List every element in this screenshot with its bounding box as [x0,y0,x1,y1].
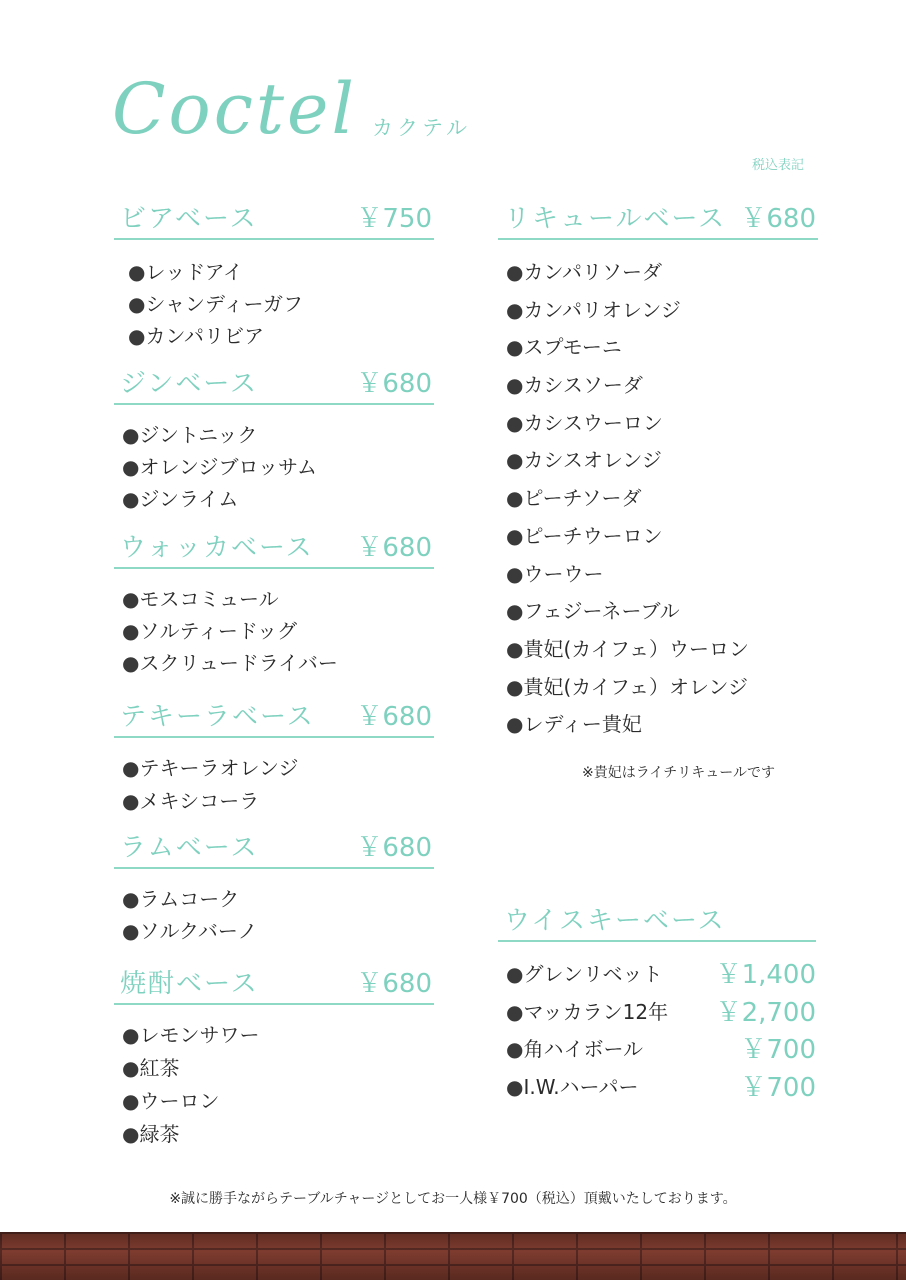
bullet: ● [506,1037,524,1061]
bullet: ● [122,651,140,675]
menu-item-name: シャンディーガフ [145,292,304,316]
section-header [114,821,434,869]
section-header [498,894,816,942]
menu-item-name: ウーロン [139,1089,220,1113]
brick-wall-shade [0,1232,906,1280]
menu-item-name: ピーチウーロン [523,523,663,548]
menu-item [122,615,434,647]
section-price: ￥680 [356,369,432,399]
menu-item [506,256,818,294]
section-name: ジンベース [120,369,259,399]
menu-item [122,752,434,785]
bullet: ● [122,1122,140,1146]
menu-item-name: スクリュードライバー [139,651,338,675]
table-charge-note: ※誠に勝手ながらテーブルチャージとしてお一人様￥700（税込）頂戴いたしております。 [169,1191,737,1207]
menu-item-name: スプモーニ [523,335,622,360]
menu-item-name: カシスオレンジ [523,448,662,473]
bullet: ● [128,292,146,316]
section-price: ￥680 [356,533,432,563]
menu-item [122,883,434,915]
menu-item [506,671,818,709]
menu-item-name: 緑茶 [139,1122,180,1146]
menu-item-name: ウーウー [523,561,604,586]
menu-item-name: カンパリソーダ [523,260,663,284]
bullet: ● [506,448,524,473]
menu-item-name: テキーラオレンジ [139,756,299,780]
menu-item [122,419,434,451]
bullet: ● [506,297,524,322]
bullet: ● [122,789,140,813]
menu-item-name: 角ハイボール [523,1037,644,1061]
menu-item [506,520,818,558]
menu-item-name: カンパリビア [145,324,265,348]
menu-item-price: ￥1,400 [715,960,816,990]
menu-item [506,407,818,445]
menu-item [506,708,818,746]
bullet: ● [506,1074,524,1099]
menu-item-name: 貴妃(カイフェ）オレンジ [523,674,749,699]
menu-item [506,482,818,520]
section-header [114,192,434,240]
section-name: テキーラベース [120,702,315,732]
menu-item [506,558,818,596]
section-name: リキュールベース [504,204,727,234]
bullet: ● [506,373,524,398]
section-tequila-base [114,690,434,818]
tax-note: 税込表記 [752,158,805,173]
bullet: ● [122,756,140,780]
menu-item-name: ラムコーク [139,887,240,911]
bullet: ● [128,324,146,348]
menu-item-name: レディー貴妃 [523,712,642,737]
bullet: ● [506,335,524,360]
section-header [114,957,434,1005]
section-liqueur-base [498,192,818,746]
menu-item-name: マッカラン12年 [523,999,669,1024]
bullet: ● [122,587,140,611]
section-vodka-base [114,521,434,679]
bullet: ● [506,999,524,1024]
menu-item [506,633,818,671]
menu-item-name: モスコミュール [139,587,279,611]
menu-item [122,785,434,818]
section-header [498,192,818,240]
bullet: ● [122,423,140,447]
bullet: ● [122,919,140,943]
bullet: ● [122,1023,140,1047]
menu-item-name: グレンリベット [523,962,663,986]
bullet: ● [506,260,524,284]
menu-item-name: ジンライム [139,487,239,511]
menu-item [122,583,434,615]
menu-item [506,444,818,482]
menu-item-name: ピーチソーダ [523,486,642,511]
menu-item-name: I.W.ハーパー [523,1074,639,1099]
menu-item [122,451,434,483]
section-header [114,521,434,569]
kaifei-note: ※貴妃はライチリキュールです [582,765,776,781]
bullet: ● [122,1089,140,1113]
bullet: ● [506,674,524,699]
menu-item [506,1033,816,1071]
section-header [114,357,434,405]
menu-item [506,1071,816,1109]
menu-item [122,1052,434,1085]
menu-item-name: ジントニック [139,423,258,447]
section-name: ウォッカベース [120,533,314,563]
menu-item [506,958,816,996]
section-name: ウイスキーベース [504,906,726,936]
menu-item [122,1019,434,1052]
bullet: ● [506,410,524,435]
bullet: ● [506,636,524,661]
section-gin-base [114,357,434,515]
bullet: ● [506,599,524,624]
section-price: ￥680 [356,702,432,732]
menu-item [122,1085,434,1118]
bullet: ● [506,523,524,548]
bullet: ● [122,887,140,911]
bullet: ● [122,455,140,479]
menu-title: Coctel [112,68,357,150]
menu-item-name: カシスウーロン [523,410,663,435]
section-rum-base [114,821,434,947]
section-price: ￥680 [356,969,432,999]
menu-item [128,256,434,288]
bullet: ● [122,1056,140,1080]
menu-item-price: ￥2,700 [715,997,816,1028]
section-price: ￥680 [740,204,816,234]
menu-item [506,294,818,332]
menu-item [122,647,434,679]
menu-item [122,483,434,515]
menu-item-name: カンパリオレンジ [523,297,681,322]
menu-item-name: ソルティードッグ [139,619,298,643]
menu-item-price: ￥700 [740,1072,816,1103]
menu-item [506,996,816,1034]
menu-item-name: レモンサワー [139,1023,260,1047]
menu-item-name: 紅茶 [139,1056,180,1080]
menu-item-name: レッドアイ [145,260,243,284]
menu-item-price: ￥700 [740,1035,816,1065]
section-shochu-base [114,957,434,1151]
bullet: ● [128,260,146,284]
section-price: ￥680 [356,833,432,863]
menu-item-name: メキシコーラ [139,789,260,813]
section-name: ラムベース [120,833,259,863]
menu-item [122,915,434,947]
section-whisky-base [498,894,816,1108]
section-beer-base [114,192,434,352]
bullet: ● [122,619,140,643]
menu-item [128,320,434,352]
menu-subtitle: カクテル [372,116,471,140]
menu-item [506,369,818,407]
menu-item [506,331,818,369]
menu-item-name: カシスソーダ [523,373,643,398]
section-name: ビアベース [120,204,258,234]
menu-item-name: オレンジブロッサム [139,455,318,479]
menu-item [128,288,434,320]
bullet: ● [506,561,524,586]
section-header [114,690,434,738]
bullet: ● [506,962,524,986]
menu-item-name: フェジーネーブル [523,599,680,624]
section-name: 焼酎ベース [120,969,259,999]
menu-item-name: 貴妃(カイフェ）ウーロン [523,636,750,661]
bullet: ● [122,487,140,511]
menu-item [122,1118,434,1151]
bullet: ● [506,712,524,737]
menu-item-name: ソルクバーノ [139,919,258,943]
menu-item [506,595,818,633]
section-price: ￥750 [356,204,432,234]
bullet: ● [506,486,524,511]
